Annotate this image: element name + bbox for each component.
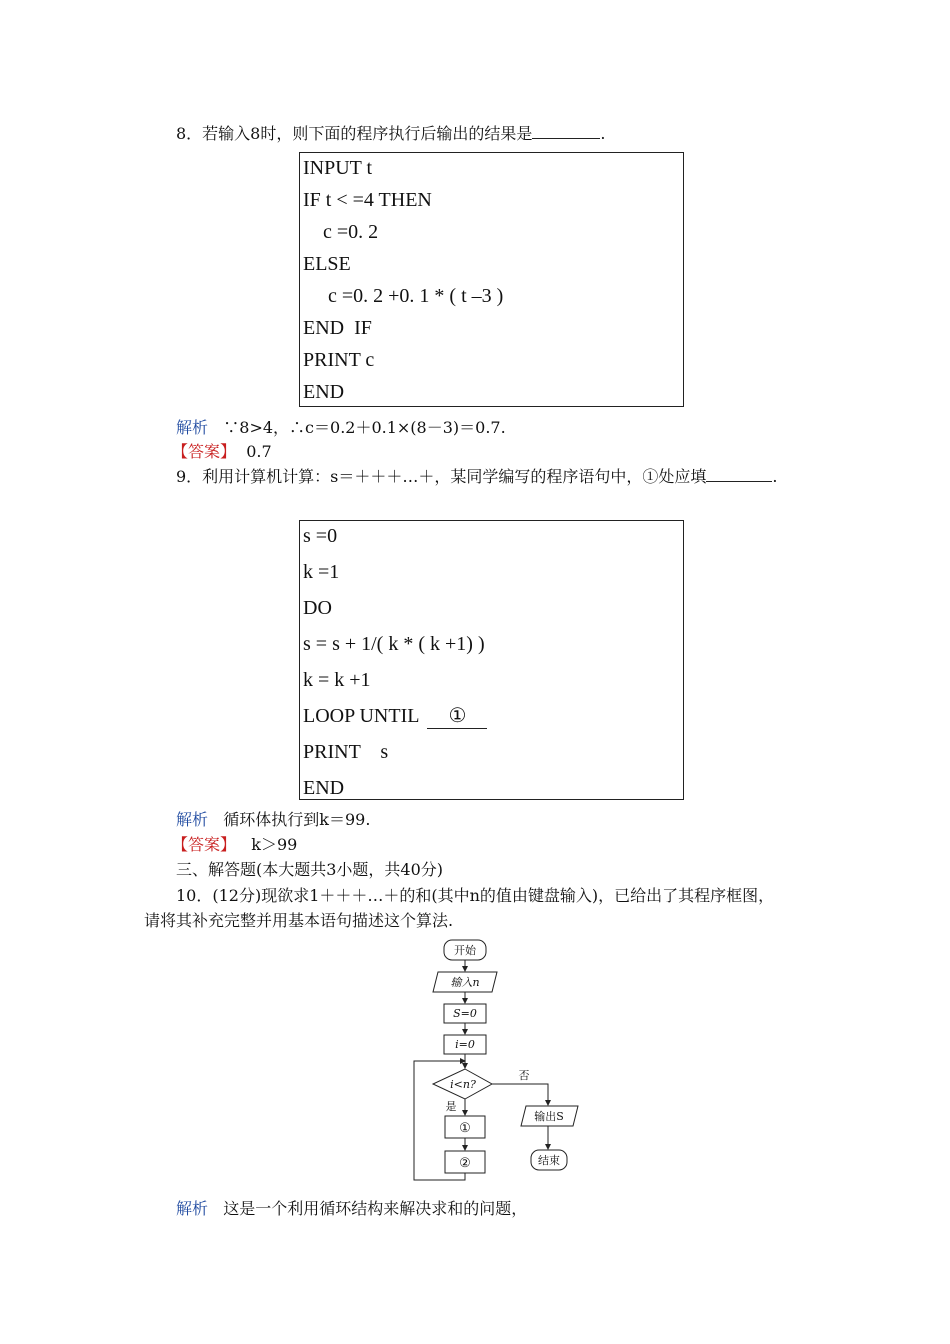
analysis-label: 解析: [176, 810, 209, 829]
code-text: LOOP UNTIL: [303, 705, 420, 727]
answer-label: 【答案】: [172, 442, 237, 461]
section-heading: 三、解答题(本大题共3小题，共40分): [176, 860, 444, 879]
output-label: 输出S: [534, 1110, 564, 1123]
code-line: END IF: [303, 317, 372, 339]
q9-stem-text: 9．利用计算机计算：s＝＋＋＋…＋，某同学编写的程序语句中，①处应填: [176, 467, 707, 486]
analysis-text: 循环体执行到k＝99.: [223, 810, 371, 829]
code-line-loop-until: [303, 704, 487, 729]
q9-stem-end: .: [772, 467, 778, 486]
answer-text: k＞99: [251, 835, 298, 854]
analysis-label: 解析: [176, 418, 209, 437]
answer-text: 0.7: [246, 442, 272, 461]
answer-blank: [706, 481, 772, 482]
q9-answer: [172, 835, 297, 855]
code-line: INPUT t: [303, 157, 373, 179]
code-line: END: [303, 381, 345, 403]
q8-stem-text: 8．若输入8时，则下面的程序执行后输出的结果是: [176, 124, 533, 143]
q10-stem-line2: 请将其补充完整并用基本语句描述这个算法.: [144, 911, 454, 930]
code-line: k = k +1: [303, 669, 371, 691]
code-line: PRINT s: [303, 741, 389, 763]
q8-stem-end: .: [600, 124, 606, 143]
step1-label: ①: [459, 1121, 471, 1136]
i-init-label: i=0: [455, 1038, 475, 1051]
flowchart: [400, 935, 600, 1185]
circled-blank: ①: [427, 704, 487, 729]
answer-label: 【答案】: [172, 835, 237, 854]
code-line: END: [303, 777, 345, 799]
no-label: 否: [518, 1069, 530, 1082]
q10-analysis: [176, 1199, 527, 1219]
q8-analysis: [176, 418, 506, 438]
code-line: IF t < =4 THEN: [303, 189, 432, 211]
q9-stem: [176, 467, 778, 487]
step2-label: ②: [459, 1156, 471, 1171]
code-line: s = s + 1/( k * ( k +1) ): [303, 633, 485, 655]
analysis-text: 这是一个利用循环结构来解决求和的问题，: [223, 1199, 528, 1218]
input-label: 输入n: [450, 976, 480, 989]
q8-stem: [176, 124, 605, 144]
end-label: 结束: [538, 1154, 560, 1167]
start-label: 开始: [454, 944, 476, 957]
code-line: k =1: [303, 561, 340, 583]
code-line: PRINT c: [303, 349, 375, 371]
s-init-label: S=0: [453, 1007, 477, 1020]
code-line: c =0. 2: [303, 221, 379, 243]
code-line: c =0. 2 +0. 1 * ( t –3 ): [303, 285, 504, 307]
answer-blank: [532, 138, 600, 139]
condition-label: i<n?: [450, 1078, 476, 1091]
q9-code-box: [299, 520, 684, 800]
code-line: DO: [303, 597, 332, 619]
analysis-label: 解析: [176, 1199, 209, 1218]
code-line: s =0: [303, 525, 338, 547]
q10-stem-line1: 10．(12分)现欲求1＋＋＋…＋的和(其中n的值由键盘输入)，已给出了其程序框图，: [176, 886, 775, 905]
q8-answer: [172, 442, 272, 462]
q8-code-box: [299, 152, 684, 407]
code-line: ELSE: [303, 253, 351, 275]
q9-analysis: [176, 810, 370, 830]
analysis-text: ∵8>4，∴c＝0.2＋0.1×(8－3)＝0.7.: [223, 418, 506, 437]
yes-label: 是: [445, 1100, 457, 1113]
